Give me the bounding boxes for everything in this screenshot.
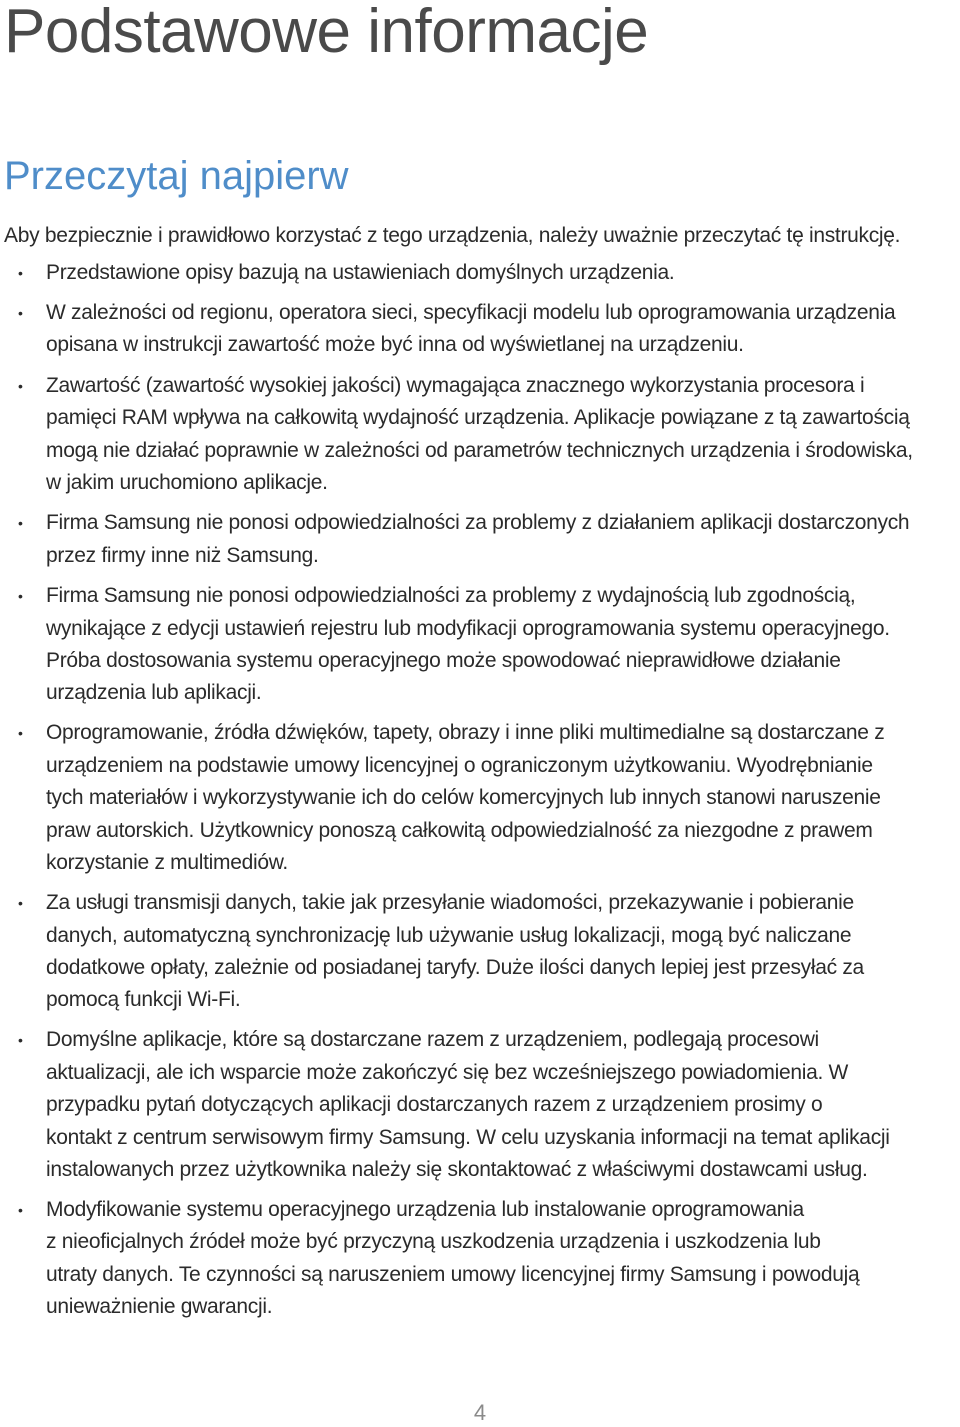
intro-paragraph: Aby bezpiecznie i prawidłowo korzystać z tego urządzenia, należy uważnie przeczytać tę instrukcję.: [4, 224, 901, 247]
list-item-text: instalowanych przez użytkownika należy się skontaktować z właściwymi dostawcami usług.: [46, 1157, 868, 1181]
bullet-marker: •: [18, 515, 23, 532]
list-item-text: utraty danych. Te czynności są naruszeniem umowy licencyjnej firmy Samsung i powodują: [46, 1262, 860, 1286]
list-item: [0, 580, 955, 710]
list-item-text: pamięci RAM wpływa na całkowitą wydajność urządzenia. Aplikacje powiązane z tą zawartością: [46, 406, 910, 430]
page-number: 4: [473, 1400, 487, 1425]
list-item-text: mogą nie działać poprawnie w zależności od parametrów technicznych urządzenia i środowiska,: [46, 438, 913, 462]
list-item-text: korzystanie z multimediów.: [46, 851, 288, 875]
list-item-text: kontakt z centrum serwisowym firmy Samsung. W celu uzyskania informacji na temat aplikacji: [46, 1125, 890, 1149]
list-item-text: przez firmy inne niż Samsung.: [46, 543, 319, 567]
list-item-text: urządzeniem na podstawie umowy licencyjnej o ograniczonym użytkowaniu. Wyodrębnianie: [46, 753, 873, 777]
list-item-text: Przedstawione opisy bazują na ustawieniach domyślnych urządzenia.: [46, 261, 675, 284]
list-item-text: Próba dostosowania systemu operacyjnego może spowodować nieprawidłowe działanie: [46, 649, 841, 673]
list-item: [0, 257, 955, 289]
list-item: [0, 297, 955, 362]
list-item-text: danych, automatyczną synchronizację lub używanie usług lokalizacji, mogą być naliczane: [46, 923, 852, 947]
list-item: [0, 370, 955, 500]
list-item: [0, 887, 955, 1017]
list-item: [0, 717, 955, 879]
list-item-text: aktualizacji, ale ich wsparcie może zakończyć się bez wcześniejszego powiadomienia. W: [46, 1060, 849, 1084]
list-item: [0, 1024, 955, 1186]
list-item-text: przypadku pytań dotyczących aplikacji dostarczanych razem z urządzeniem prosimy o: [46, 1093, 823, 1117]
list-item-text: W zależności od regionu, operatora sieci, specyfikacji modelu lub oprogramowania urządzenia: [46, 301, 896, 324]
list-item-text: w jakim uruchomiono aplikacje.: [46, 471, 328, 495]
list-item-text: urządzenia lub aplikacji.: [46, 681, 262, 705]
bullet-marker: •: [18, 895, 23, 912]
list-item-text: unieważnienie gwarancji.: [46, 1295, 273, 1319]
list-item-text: Domyślne aplikacje, które są dostarczane razem z urządzeniem, podlegają procesowi: [46, 1028, 819, 1052]
list-item-text: Za usługi transmisji danych, takie jak przesyłanie wiadomości, przekazywanie i pobieranie: [46, 891, 854, 915]
list-item-text: Oprogramowanie, źródła dźwięków, tapety, obrazy i inne pliki multimedialne są dostarczane z: [46, 721, 885, 745]
list-item-text: wynikające z edycji ustawień rejestru lub modyfikacji oprogramowania systemu operacyjnego.: [46, 616, 890, 640]
bullet-list: [0, 257, 955, 1331]
list-item-text: dodatkowe opłaty, zależnie od posiadanej taryfy. Duże ilości danych lepiej jest przesyłać za: [46, 955, 864, 979]
bullet-marker: •: [18, 725, 23, 742]
list-item-text: pomocą funkcji Wi-Fi.: [46, 988, 241, 1012]
list-item: [0, 507, 955, 572]
list-item-text: z nieoficjalnych źródeł może być przyczyną uszkodzenia urządzenia i uszkodzenia lub: [46, 1230, 821, 1254]
list-item-text: Zawartość (zawartość wysokiej jakości) wymagająca znacznego wykorzystania procesora i: [46, 373, 865, 397]
list-item-text: Firma Samsung nie ponosi odpowiedzialności za problemy z działaniem aplikacji dostarczonych: [46, 511, 910, 535]
list-item-text: Modyfikowanie systemu operacyjnego urządzenia lub instalowanie oprogramowania: [46, 1197, 804, 1221]
page-title: Podstawowe informacje: [4, 0, 649, 66]
bullet-marker: •: [18, 1032, 23, 1049]
list-item-text: tych materiałów i wykorzystywanie ich do celów komercyjnych lub innych stanowi naruszenie: [46, 786, 881, 810]
bullet-marker: •: [18, 305, 23, 321]
list-item-text: opisana w instrukcji zawartość może być inna od wyświetlanej na urządzeniu.: [46, 333, 744, 357]
bullet-marker: •: [18, 588, 23, 605]
list-item-text: praw autorskich. Użytkownicy ponoszą całkowitą odpowiedzialność za niezgodne z prawem: [46, 818, 873, 842]
bullet-marker: •: [18, 265, 23, 281]
section-title: Przeczytaj najpierw: [4, 154, 349, 198]
bullet-marker: •: [18, 1201, 23, 1218]
list-item: [0, 1194, 955, 1324]
list-item-text: Firma Samsung nie ponosi odpowiedzialności za problemy z wydajnością lub zgodnością,: [46, 584, 856, 608]
bullet-marker: •: [18, 377, 23, 394]
